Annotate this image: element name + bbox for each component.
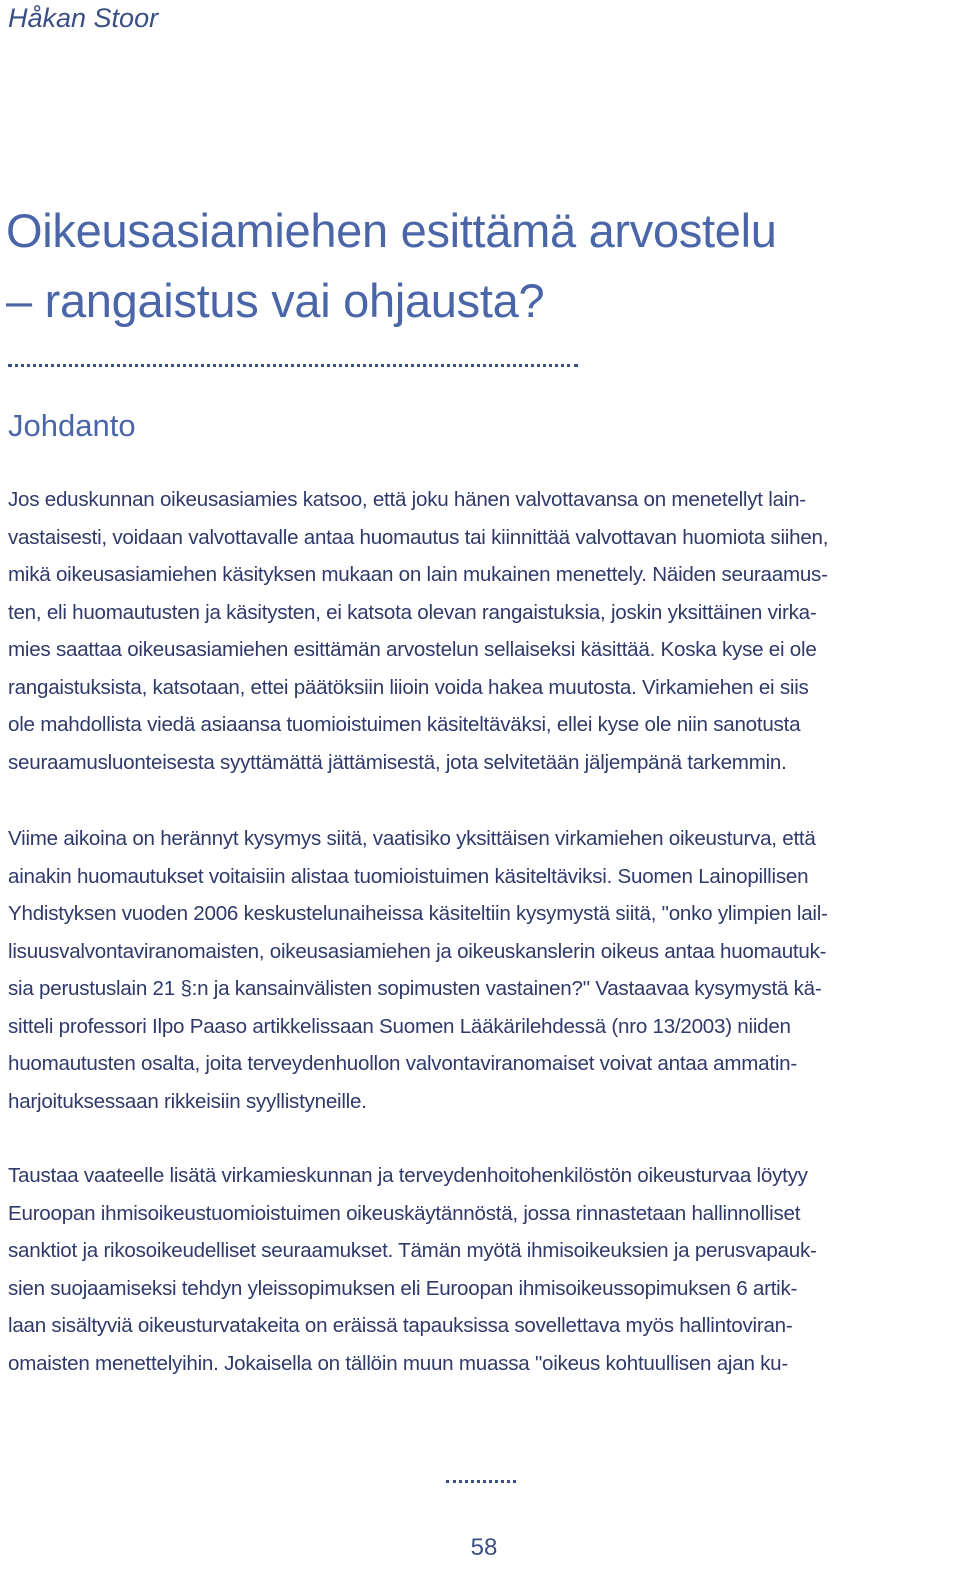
text-line: sanktiot ja rikosoikeudelliset seuraamukset. Tämän myötä ihmisoikeuksien ja perusvapauk- xyxy=(8,1239,817,1262)
paragraph xyxy=(8,820,952,1120)
paragraph xyxy=(8,1157,952,1382)
text-line: mikä oikeusasiamiehen käsityksen mukaan on lain mukainen menettely. Näiden seuraamus- xyxy=(8,563,828,586)
text-line: ten, eli huomautusten ja käsitysten, ei katsota olevan rangaistuksia, joskin yksittäinen virka- xyxy=(8,600,817,624)
text-line: Yhdistyksen vuoden 2006 keskustelunaiheissa käsiteltiin kysymystä siitä, "onko ylimpien lail- xyxy=(8,902,828,925)
page-number: 58 xyxy=(470,1534,498,1561)
text-line: sia perustuslain 21 §:n ja kansainvälisten sopimusten vastainen?" Vastaavaa kysymystä kä- xyxy=(8,977,822,1000)
text-line: sitteli professori Ilpo Paaso artikkelissaan Suomen Lääkärilehdessä (nro 13/2003) niiden xyxy=(8,1014,791,1038)
text-line: rangaistuksista, katsotaan, ettei päätöksiin liioin voida hakea muutosta. Virkamiehen ei siis xyxy=(8,675,809,699)
section-heading: Johdanto xyxy=(8,408,136,443)
text-line: sien suojaamiseksi tehdyn yleissopimuksen eli Euroopan ihmisoikeussopimuksen 6 artik- xyxy=(8,1276,798,1300)
paragraph xyxy=(8,481,952,781)
footer-divider xyxy=(446,1480,516,1483)
article-title-line: – rangaistus vai ohjausta? xyxy=(6,274,545,327)
text-line: ainakin huomautukset voitaisiin alistaa tuomioistuimen käsiteltäviksi. Suomen Lainopillisen xyxy=(8,864,809,888)
text-line: laan sisältyviä oikeusturvatakeita on eräissä tapauksissa sovellettava myös hallintoviran- xyxy=(8,1314,793,1337)
article-title xyxy=(6,196,946,336)
article-title-line: Oikeusasiamiehen esittämä arvostelu xyxy=(6,204,777,257)
text-line: harjoituksessaan rikkeisiin syyllistyneille. xyxy=(8,1089,367,1113)
text-line: huomautusten osalta, joita terveydenhuollon valvontaviranomaiset voivat antaa ammatin- xyxy=(8,1052,797,1075)
text-line: vastaisesti, voidaan valvottavalle antaa huomautus tai kiinnittää valvottavan huomiota siihen, xyxy=(8,525,829,549)
text-line: Euroopan ihmisoikeustuomioistuimen oikeuskäytännöstä, jossa rinnastetaan hallinnolliset xyxy=(8,1201,801,1225)
text-line: Viime aikoina on herännyt kysymys siitä, vaatisiko yksittäisen virkamiehen oikeusturva, että xyxy=(8,827,816,850)
text-line: Jos eduskunnan oikeusasiamies katsoo, että joku hänen valvottavansa on menetellyt lain- xyxy=(8,488,806,511)
text-line: lisuusvalvontaviranomaisten, oikeusasiamiehen ja oikeuskanslerin oikeus antaa huomautuk- xyxy=(8,939,827,963)
text-line: ole mahdollista viedä asiaansa tuomioistuimen käsiteltäväksi, ellei kyse ole niin sanotusta xyxy=(8,713,801,736)
text-line: seuraamusluonteisesta syyttämättä jättämisestä, jota selvitetään jäljempänä tarkemmin. xyxy=(8,750,787,774)
text-line: mies saattaa oikeusasiamiehen esittämän arvostelun sellaiseksi käsittää. Koska kyse ei ole xyxy=(8,638,817,661)
author-name: Håkan Stoor xyxy=(8,3,159,33)
text-line: Taustaa vaateelle lisätä virkamieskunnan ja terveydenhoitohenkilöstön oikeusturvaa löytyy xyxy=(8,1164,808,1187)
title-divider xyxy=(8,364,578,367)
text-line: omaisten menettelyihin. Jokaisella on tällöin muun muassa "oikeus kohtuullisen ajan ku- xyxy=(8,1351,788,1375)
